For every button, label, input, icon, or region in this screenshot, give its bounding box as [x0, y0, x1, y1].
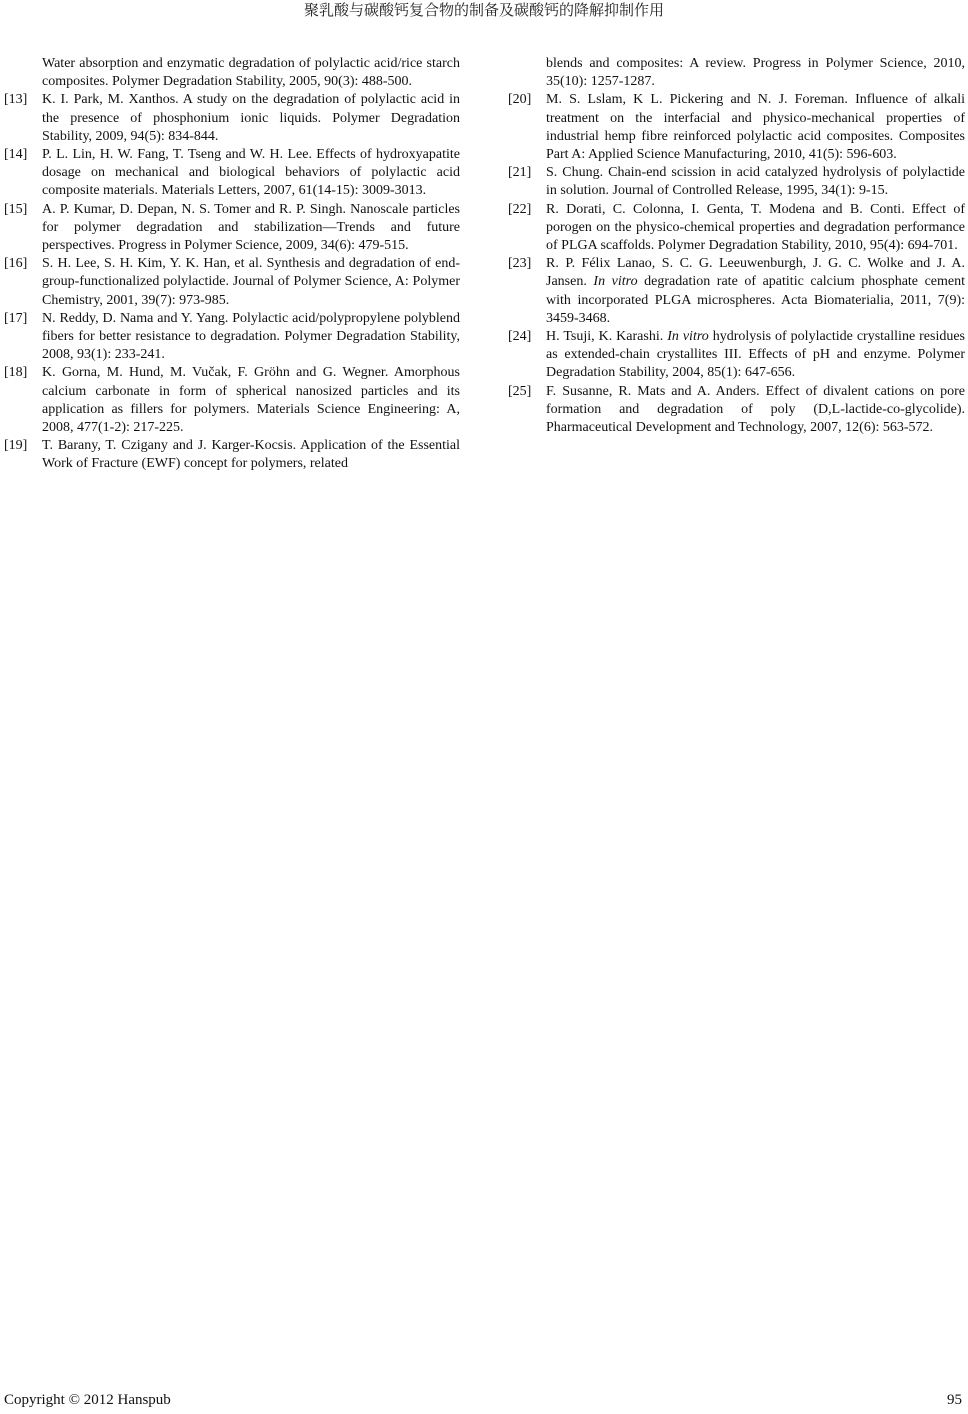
reference-text: R. Dorati, C. Colonna, I. Genta, T. Modena and B. Conti. Effect of porogen on the physico-chemical properties and degradation performance of PLGA scaffolds. Polymer Degradation Stability, 2010, 95(4): 694-701. — [546, 201, 965, 254]
reference-text: K. I. Park, M. Xanthos. A study on the degradation of polylactic acid in the presence of phosphonium ionic liquids. Polymer Degradation Stability, 2009, 94(5): 834-844. — [42, 92, 460, 144]
reference-number: [16] — [4, 256, 28, 272]
reference-number: [13] — [4, 92, 28, 108]
reference-number: [21] — [508, 165, 532, 181]
reference-number: [25] — [508, 383, 532, 399]
reference-entry — [508, 91, 965, 164]
reference-number: [19] — [4, 438, 28, 454]
reference-entry — [508, 164, 965, 200]
reference-number: [14] — [4, 147, 28, 163]
reference-text-continued: hydrolysis of polylactide crystalline residues as extended-chain crystallites III. Effects of pH and enzyme. Polymer Degradation Stability, 2004, 85(1): 647-656. — [546, 329, 966, 381]
reference-text: A. P. Kumar, D. Depan, N. S. Tomer and R. P. Singh. Nanoscale particles for polymer degradation and stabilization—Trends and future perspectives. Progress in Polymer Science, 2009, 34(6): 479-515. — [42, 201, 460, 254]
reference-text: N. Reddy, D. Nama and Y. Yang. Polylactic acid/polypropylene polyblend fibers for better resistance to degradation. Polymer Degradation Stability, 2008, 93(1): 233-241. — [42, 310, 460, 363]
reference-entry — [508, 383, 965, 438]
reference-entry — [4, 310, 460, 365]
reference-entry — [4, 364, 460, 437]
reference-number: [17] — [4, 310, 28, 326]
reference-text: M. S. Lslam, K L. Pickering and N. J. Foreman. Influence of alkali treatment on the interfacial and physico-mechanical properties of industrial hemp fibre reinforced polylactic acid composites. Composites Part A: Applied Science Manufacturing, 2010, 41(5): 596-603. — [546, 92, 965, 163]
reference-entry — [4, 55, 460, 91]
reference-entry — [508, 255, 965, 328]
reference-entry — [4, 437, 460, 473]
reference-entry — [4, 146, 460, 201]
reference-number: [23] — [508, 256, 532, 272]
reference-text: T. Barany, T. Czigany and J. Karger-Kocsis. Application of the Essential Work of Fracture (EWF) concept for polymers, related — [42, 438, 460, 472]
reference-italic-text: In vitro — [667, 329, 709, 345]
reference-text: blends and composites: A review. Progress in Polymer Science, 2010, 35(10): 1257-1287. — [546, 56, 965, 90]
reference-text: Water absorption and enzymatic degradation of polylactic acid/rice starch composites. Polymer Degradation Stability, 2005, 90(3): 488-500. — [42, 56, 460, 90]
reference-text: H. Tsuji, K. Karashi. — [546, 329, 668, 345]
reference-entry — [4, 255, 460, 310]
reference-number: [20] — [508, 92, 532, 108]
reference-number: [15] — [4, 201, 28, 217]
references-left-column — [4, 55, 460, 474]
reference-number: [22] — [508, 201, 532, 217]
reference-entry — [4, 91, 460, 146]
reference-text: F. Susanne, R. Mats and A. Anders. Effect of divalent cations on pore formation and degradation of poly (D,L-lactide-co-glycolide). Pharmaceutical Development and Technology, 2007, 12(6): 563-572. — [546, 383, 965, 436]
reference-text: S. H. Lee, S. H. Kim, Y. K. Han, et al. Synthesis and degradation of end-group-functionalized polylactide. Journal of Polymer Science, A: Polymer Chemistry, 2001, 39(7): 973-985. — [42, 256, 460, 308]
reference-entry — [4, 201, 460, 256]
page-number: 95 — [947, 1392, 962, 1408]
copyright-footer: Copyright © 2012 Hanspub — [4, 1392, 171, 1408]
reference-text-continued: degradation rate of apatitic calcium phosphate cement with incorporated PLGA microspheres. Acta Biomaterialia, 2011, 7(9): 3459-3468. — [546, 274, 966, 326]
reference-number: [18] — [4, 365, 28, 381]
reference-text: K. Gorna, M. Hund, M. Vučak, F. Gröhn and G. Wegner. Amorphous calcium carbonate in form of spherical nanosized particles and its application as fillers for polymers. Materials Science Engineering: A, 2008, 477(1-2): 217-225. — [42, 365, 460, 436]
running-header: 聚乳酸与碳酸钙复合物的制备及碳酸钙的降解抑制作用 — [303, 1, 664, 19]
reference-italic-text: In vitro — [593, 274, 638, 290]
reference-entry — [508, 328, 965, 383]
reference-entry — [508, 201, 965, 256]
reference-entry — [508, 55, 965, 91]
reference-text: S. Chung. Chain-end scission in acid catalyzed hydrolysis of polylactide in solution. Journal of Controlled Release, 1995, 34(1): 9-15. — [546, 165, 965, 199]
reference-text: R. P. Félix Lanao, S. C. G. Leeuwenburgh, J. G. C. Wolke and J. A. Jansen. — [546, 256, 965, 290]
reference-number: [24] — [508, 329, 532, 345]
references-right-column — [508, 55, 965, 437]
reference-text: P. L. Lin, H. W. Fang, T. Tseng and W. H. Lee. Effects of hydroxyapatite dosage on mechanical and biological behaviors of polylactic acid composite materials. Materials Letters, 2007, 61(14-15): 3009-3013. — [42, 147, 460, 199]
